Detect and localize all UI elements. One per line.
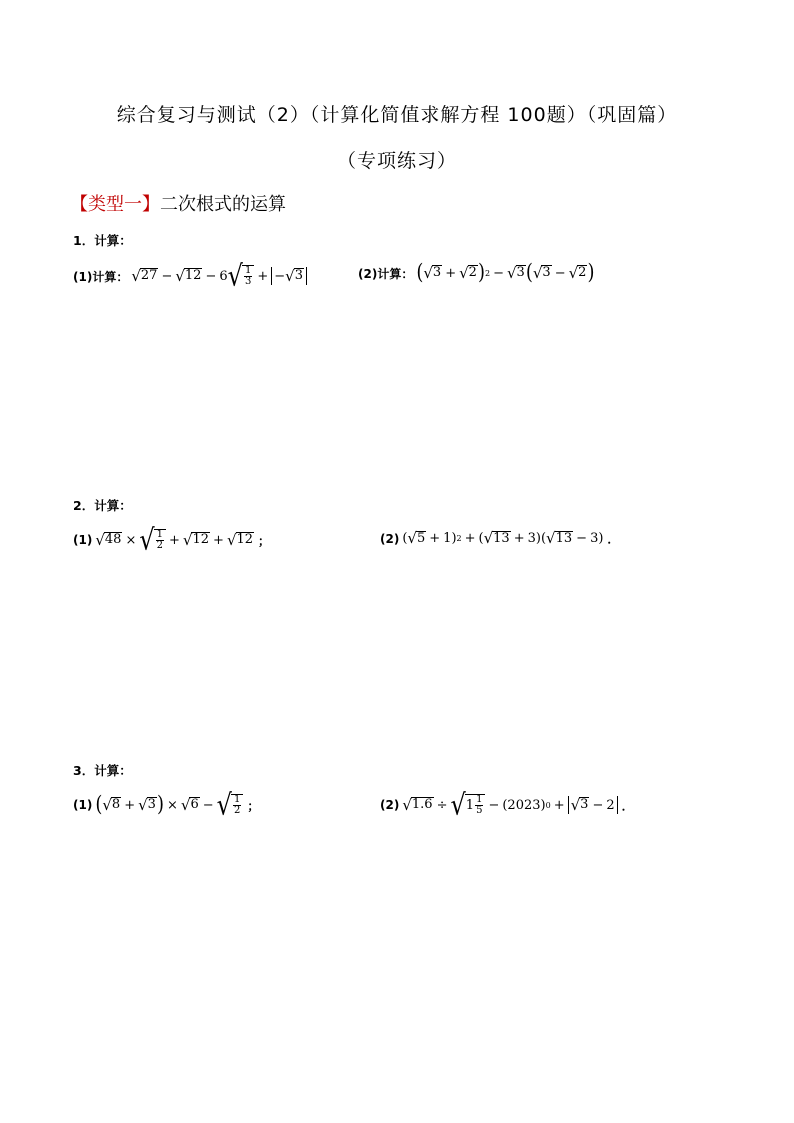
question-2-heading: [73, 496, 132, 514]
radical-fraction: √ $\frac{1}{3}$: [228, 264, 255, 288]
problem-2-2: [380, 530, 619, 547]
math-expression: ( √ 8 + √ 3 ) × √ 6 − √ $\frac{1}{2}$: [95, 793, 243, 817]
question-number: 1．: [73, 233, 95, 248]
problem-1-1: [73, 259, 307, 293]
section-name: 二次根式的运算: [160, 194, 286, 215]
problem-1-2: [358, 259, 595, 285]
radical: √ 27: [131, 266, 158, 285]
problem-label: (2): [380, 798, 400, 812]
question-text: 计算：: [94, 498, 132, 513]
end-punctuation: ；: [247, 798, 260, 813]
radical: √ 12: [175, 266, 202, 285]
question-number: 3．: [73, 763, 95, 778]
end-punctuation: ．: [621, 798, 634, 813]
problem-label: (1): [73, 533, 93, 547]
absolute-value: √ 3 − 2: [568, 796, 618, 814]
problem-label: (1)计算：: [73, 269, 129, 284]
problem-3-1: [73, 788, 260, 822]
math-expression: √ 27 − √ 12 − 6 √ $\frac{1}{3}$ + − √ 3: [131, 264, 307, 288]
question-number: 2．: [73, 498, 95, 513]
question-1-heading: [73, 231, 132, 249]
document-title: 综合复习与测试（2）（计算化简值求解方程 100题）（巩固篇）: [116, 104, 678, 126]
question-text: 计算：: [94, 763, 132, 778]
document-subtitle: （专项练习）: [336, 150, 457, 172]
end-punctuation: ．: [607, 532, 620, 546]
absolute-value: − √ 3: [271, 267, 307, 285]
problem-2-1: [73, 523, 271, 557]
math-expression: ( √ 3 + √ 2 ) 2 − √ 3 ( √ 3 − √ 2 ): [416, 259, 595, 285]
math-expression: √ 48 × √ $\frac{1}{2}$ + √ 12 + √ 12: [95, 523, 254, 557]
problem-label: (1): [73, 798, 93, 812]
end-punctuation: ；: [258, 533, 271, 548]
problem-3-2: [380, 788, 634, 822]
math-expression: √ 1.6 ÷ √ 1 $\frac{1}{5}$ − ( 2023 ) 0 + √ 3 − 2: [402, 793, 617, 817]
math-expression: ( √ 5 + 1 ) 2 + ( √ 13 + 3 )( √ 13 − 3 ): [402, 529, 604, 548]
problem-label: (2): [380, 531, 400, 546]
problem-label: (2)计算：: [358, 266, 414, 281]
question-3-heading: [73, 761, 132, 779]
section-heading: [70, 190, 286, 216]
section-type-label: 【类型一】: [70, 194, 160, 215]
question-text: 计算：: [94, 233, 132, 248]
